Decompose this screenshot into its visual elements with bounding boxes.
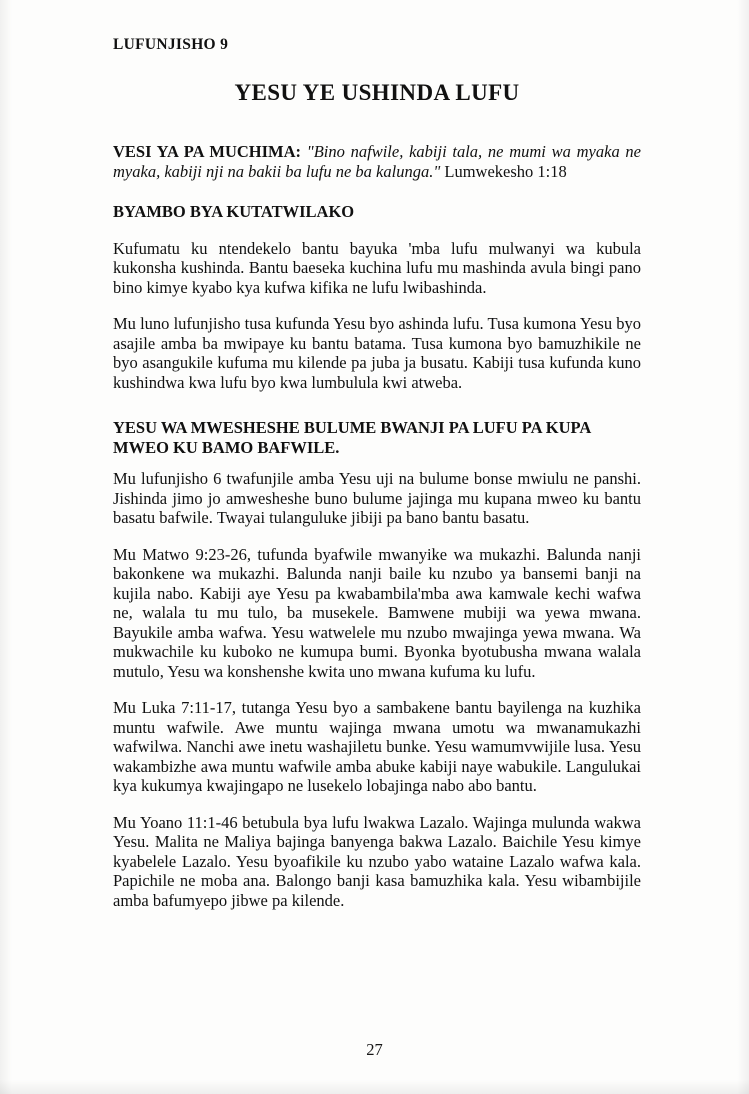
memory-verse-reference: Lumwekesho 1:18 [444,161,567,181]
paragraph: Mu Luka 7:11-17, tutanga Yesu byo a sambakene bantu bayilenga na kuzhika muntu wafwile. Awe muntu wajinga mwana umotu wa mwanamukazhi wafwilwa. Nanchi awe inetu washajiletu bunke. Yesu wamumvwijile lusa. Yesu wakambizhe awa muntu wafwile amba abuke kabiji naye wabukile. Langulukai kya kukumya kwajingapo ne lusekelo lobajinga nabo abo bantu. [113,698,641,795]
page-content [113,36,641,927]
memory-verse [113,142,641,181]
paragraph: Mu luno lufunjisho tusa kufunda Yesu byo ashinda lufu. Tusa kumona Yesu byo asajile amba ba mwipaye ku bantu batama. Tusa kumona byo bamuzhikile ne byo asangukile kufuma mu kilende pa juba ja busatu. Kabiji tusa kufunda kuno kushindwa kwa lufu byo kwa lumbulula kwi atweba. [113,314,641,392]
section-heading-introduction: BYAMBO BYA KUTATWILAKO [113,202,355,221]
memory-verse-quote: "Bino nafwile, kabiji tala, ne mumi wa myaka ne myaka, kabiji nji na bakii ba lufu ne ba kalunga." [113,142,642,181]
paragraph: Kufumatu ku ntendekelo bantu bayuka 'mba lufu mulwanyi wa kubula kukonsha kushinda. Bantu baeseka kuchina lufu mu mashinda avula bingi pano bino kimye kyabo kya kufwa kifika ne lufu lwibashinda. [113,238,641,297]
memory-verse-label: VESI YA PA MUCHIMA: [113,142,302,161]
page-title: YESU YE USHINDA LUFU [234,80,520,105]
paragraph: Mu lufunjisho 6 twafunjile amba Yesu uji na bulume bonse mwiulu ne panshi. Jishinda jimo jo amwesheshe buno bulume jajinga mu kupana mweo ku bantu basatu bafwile. Twayai tulanguluke jibiji pa bano bantu basatu. [113,469,641,527]
section-heading-power-over-death: YESU WA MWESHESHE BULUME BWANJI PA LUFU PA KUPA MWEO KU BAMO BAFWILE. [113,418,591,457]
lesson-number-label: LUFUNJISHO 9 [113,36,229,53]
page-number: 27 [366,1040,383,1059]
paragraph: Mu Yoano 11:1-46 betubula bya lufu lwakwa Lazalo. Wajinga mulunda wakwa Yesu. Malita ne Maliya bajinga banyenga bakwa Lazalo. Baichile Yesu kimye kyabelele Lazalo. Yesu byoafikile ku nzubo yabo wataine Lazalo wafwa kala. Papichile ne moba ana. Balongo banji kasa bamuzhika kala. Yesu wibambijile amba bafumyepo jibwe pa kilende. [113,812,641,910]
paragraph: Mu Matwo 9:23-26, tufunda byafwile mwanyike wa mukazhi. Balunda nanji bakonkene wa mukazhi. Balunda nanji baile ku nzubo ya bansemi banji na kujila nabo. Kabiji aye Yesu pa kwabambila'mba awa kamwale kechi wafwa ne, walala tu mu tulo, ba musekele. Bamwene mubiji wa yewa mwana. Bayukile amba wafwa. Yesu watwelele mu nzubo mwajinga yewa mwana. Wa mukwachile ku kuboko ne kumupa bumi. Byonka byotubusha mwana walala mutulo, Yesu wa konshenshe kwita uno mwana kufuma ku lufu. [113,544,641,681]
